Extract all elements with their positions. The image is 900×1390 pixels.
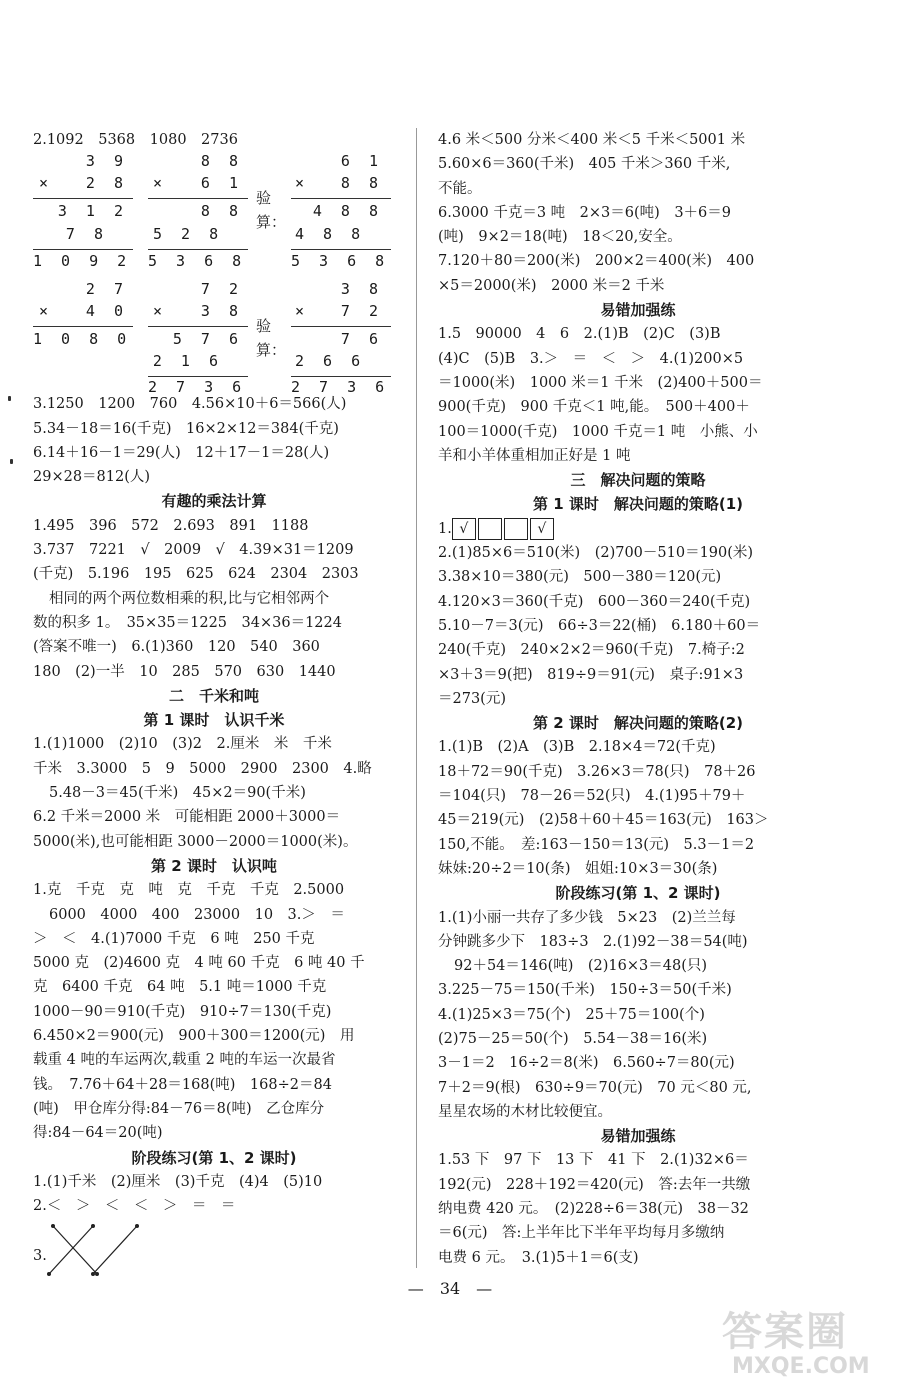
rule-line [148, 249, 248, 250]
page-number-value: 34 [439, 1279, 461, 1298]
multiplier: 3 8 [200, 302, 243, 321]
matching-line [53, 1226, 97, 1274]
times-sign: × [39, 174, 54, 193]
answer-line: 150,不能。 差:163－150＝13(元) 5.3－1＝2 [438, 836, 755, 853]
answer-line: 5.48－3＝45(千米) 45×2＝90(千米) [49, 785, 306, 802]
section-heading: 易错加强练 [600, 301, 676, 320]
matching-line [49, 1226, 93, 1274]
matching-dot [91, 1224, 95, 1228]
multiplicand: 3 9 [85, 152, 128, 171]
times-sign: × [295, 174, 310, 193]
left-column [33, 128, 395, 1288]
section-heading: 第 2 课时 认识吨 [151, 856, 277, 875]
partial-product: 3 1 2 [57, 202, 128, 221]
answer-line: 7＋2＝9(根) 630÷9＝70(元) 70 元＜80 元, [438, 1079, 752, 1096]
answer-line: (2)75－25＝50(个) 5.54－38＝16(米) [438, 1030, 708, 1047]
answer-line: 100＝1000(千克) 1000 千克＝1 吨 小熊、小 [438, 423, 758, 440]
matching-dot [135, 1224, 139, 1228]
rule-line [33, 326, 133, 327]
times-sign: × [153, 174, 168, 193]
multiplicand: 3 8 [340, 280, 383, 299]
answer-line: 妹妹:20÷2＝10(条) 姐姐:10×3＝30(条) [438, 860, 718, 877]
answer-line: 5.10－7＝3(元) 66÷3＝22(桶) 6.180＋60＝ [438, 617, 761, 634]
answer-line: 1.(1)B (2)A (3)B 2.18×4＝72(千克) [438, 739, 716, 756]
product: 5 3 6 8 [291, 252, 390, 271]
multiplier: 8 8 [340, 174, 383, 193]
answer-line: 羊和小羊体重相加正好是 1 吨 [438, 447, 631, 464]
answer-line: 5000(米),也可能相距 3000－2000＝1000(米)。 [33, 833, 358, 850]
answer-line: 纳电费 420 元。 (2)228÷6＝38(元) 38－32 [438, 1201, 749, 1218]
answer-line: 5.34－18＝16(千克) 16×2×12＝384(千克) [33, 420, 339, 437]
answer-line: 6.14＋16－1＝29(人) 12＋17－1＝28(人) [33, 444, 330, 461]
answer-line: 不能。 [438, 180, 482, 197]
partial-product: 2 6 6 [295, 352, 366, 371]
answer-line: 2.＜ ＞ ＜ ＜ ＞ ＝ ＝ [33, 1198, 236, 1215]
answer-line: 180 (2)一半 10 285 570 630 1440 [33, 663, 336, 680]
section-heading: 二 千米和吨 [168, 686, 259, 705]
partial-product: 2 1 6 [152, 352, 223, 371]
answer-box [504, 518, 528, 540]
answer-line: 星星农场的木材比较便宜。 [438, 1103, 612, 1120]
answer-line: ＝1000(米) 1000 米＝1 千米 (2)400＋500＝ [438, 374, 763, 391]
answer-line: 相同的两个两位数相乘的积,比与它相邻两个 [49, 590, 330, 607]
times-sign: × [295, 302, 310, 321]
rule-line [33, 249, 133, 250]
answer-line: 3.1250 1200 760 4.56×10＋6＝566(人) [33, 396, 347, 413]
answer-line: 4.120×3＝360(千克) 600－360＝240(千克) [438, 593, 751, 610]
answer-line: 分钟跳多少下 183÷3 2.(1)92－38＝54(吨) [438, 933, 748, 950]
answer-line: 得:84－64＝20(吨) [33, 1125, 163, 1142]
partial-product: 8 8 [200, 202, 243, 221]
section-heading: 第 1 课时 认识千米 [143, 711, 285, 730]
rule-line [148, 326, 248, 327]
answer-line: ＝104(只) 78－26＝52(只) 4.(1)95＋79＋ [438, 788, 746, 805]
partial-product: 7 6 [340, 330, 383, 349]
partial-product: 4 8 8 [295, 225, 366, 244]
answer-line: (吨) 9×2＝18(吨) 18＜20,安全。 [438, 229, 682, 246]
rule-line [33, 198, 133, 199]
section-heading: 第 1 课时 解决问题的策略(1) [532, 495, 744, 514]
answer-line: 6000 4000 400 23000 10 3.＞ ＝ [49, 906, 345, 923]
section-heading: 阶段练习(第 1、2 课时) [555, 884, 721, 903]
watermark-logo [722, 1310, 892, 1385]
answer-line: (吨) 甲仓库分得:84－76＝8(吨) 乙仓库分 [33, 1100, 325, 1117]
answer-line: ×5＝2000(米) 2000 米＝2 千米 [438, 277, 665, 294]
answer-line: 1.5 90000 4 6 2.(1)B (2)C (3)B [438, 326, 721, 343]
answer-line: 1.克 千克 克 吨 克 千克 千克 2.5000 [33, 882, 345, 899]
answer-line: 2.1092 5368 1080 2736 [33, 132, 238, 148]
product: 1 0 9 2 [33, 252, 132, 271]
multiplier: 2 8 [85, 174, 128, 193]
answer-boxes [452, 518, 556, 540]
answer-line: 1000－90＝910(千克) 910÷7＝130(千克) [33, 1003, 332, 1020]
section-heading: 三 解决问题的策略 [570, 471, 706, 490]
answer-line: 电费 6 元。 3.(1)5＋1＝6(支) [438, 1249, 639, 1266]
section-heading: 第 2 课时 解决问题的策略(2) [532, 714, 744, 733]
answer-line: 3.38×10＝380(元) 500－380＝120(元) [438, 569, 722, 586]
answer-line: 1.(1)千米 (2)厘米 (3)千克 (4)4 (5)10 [33, 1173, 323, 1190]
answer-line: 900(千克) 900 千克＜1 吨,能。 500＋400＋ [438, 399, 750, 416]
rule-line [148, 198, 248, 199]
answer-line: 1.(1)小丽一共存了多少钱 5×23 (2)兰兰每 [438, 909, 736, 926]
watermark-text: 答案圈 [722, 1309, 848, 1355]
answer-line: ＝6(元) 答:上半年比下半年平均每月多缴纳 [438, 1225, 725, 1242]
product: 2 7 3 6 [291, 378, 390, 397]
multiplicand: 2 7 [85, 280, 128, 299]
answer-line: 1.495 396 572 2.693 891 1188 [33, 517, 309, 534]
partial-product: 7 8 [65, 225, 108, 244]
multiplier: 6 1 [200, 174, 243, 193]
rule-line [291, 376, 391, 377]
question-number: 3. [33, 1248, 47, 1265]
answer-line: 6.2 千米＝2000 米 可能相距 2000＋3000＝ [33, 809, 341, 826]
product: 2 7 3 6 [148, 378, 247, 397]
answer-line: 3.737 7221 √ 2009 √ 4.39×31＝1209 [33, 542, 354, 559]
answer-line: 192(元) 228＋192＝420(元) 答:去年一共缴 [438, 1176, 751, 1193]
left-answer-lines [33, 392, 395, 1218]
multiplicand: 7 2 [200, 280, 243, 299]
matching-dot [51, 1224, 55, 1228]
page-number: — 34 — [407, 1279, 493, 1298]
answer-line: 1.(1)1000 (2)10 (3)2 2.厘米 米 千米 [33, 736, 332, 753]
answer-line: 5000 克 (2)4600 克 4 吨 60 千克 6 吨 40 千 [33, 955, 365, 972]
multiplicand: 6 1 [340, 152, 383, 171]
column-divider [416, 128, 417, 1268]
rule-line [148, 376, 248, 377]
answer-line: 3－1＝2 16÷2＝8(米) 6.560÷7＝80(元) [438, 1055, 735, 1072]
answer-line: (4)C (5)B 3.＞ ＝ ＜ ＞ 4.(1)200×5 [438, 350, 744, 367]
answer-line: 18＋72＝90(千克) 3.26×3＝78(只) 78＋26 [438, 763, 756, 780]
question-number: 1. [438, 520, 452, 537]
product: 5 3 6 8 [148, 252, 247, 271]
checkbox-answer-row [438, 517, 838, 541]
answer-line: 6.3000 千克＝3 吨 2×3＝6(吨) 3＋6＝9 [438, 204, 731, 221]
answer-line: 92＋54＝146(吨) (2)16×3＝48(只) [454, 958, 708, 975]
answer-line: 4.(1)25×3＝75(个) 25＋75＝100(个) [438, 1006, 705, 1023]
answer-line: 240(千克) 240×2×2＝960(千克) 7.椅子:2 [438, 642, 745, 659]
answer-line: 克 6400 千克 64 吨 5.1 吨＝1000 千克 [33, 979, 327, 996]
answer-line: 5.60×6＝360(千米) 405 千米＞360 千米, [438, 156, 731, 173]
right-column [438, 128, 838, 1270]
answer-line: ×3＋3＝9(把) 819÷9＝91(元) 桌子:91×3 [438, 666, 744, 683]
answer-line: ＝273(元) [438, 690, 506, 707]
answer-line: 2.(1)85×6＝510(米) (2)700－510＝190(米) [438, 545, 754, 562]
vertical-multiplication-block [33, 152, 395, 397]
partial-product: 4 8 8 [312, 202, 383, 221]
answer-box: √ [530, 518, 554, 540]
rule-line [291, 198, 391, 199]
answer-line: 载重 4 吨的车运两次,载重 2 吨的车运一次最省 [33, 1052, 336, 1069]
product: 1 0 8 0 [33, 330, 132, 349]
multiplier: 4 0 [85, 302, 128, 321]
answer-line: 数的积多 1。 35×35＝1225 34×36＝1224 [33, 614, 342, 631]
answer-line: 3.225－75＝150(千米) 150÷3＝50(千米) [438, 982, 732, 999]
multiplicand: 8 8 [200, 152, 243, 171]
answer-line: 1.53 下 97 下 13 下 41 下 2.(1)32×6＝ [438, 1152, 749, 1169]
watermark-url: MXQE.COM [732, 1354, 870, 1379]
answer-line: (千克) 5.196 195 625 624 2304 2303 [33, 566, 359, 583]
answer-line: 29×28＝812(人) [33, 469, 151, 486]
partial-product: 5 7 6 [172, 330, 243, 349]
answer-box: √ [452, 518, 476, 540]
answer-line: 钱。 7.76＋64＋28＝168(吨) 168÷2＝84 [33, 1076, 332, 1093]
answer-line: 45＝219(元) (2)58＋60＋45＝163(元) 163＞ [438, 812, 769, 829]
section-heading: 易错加强练 [600, 1127, 676, 1146]
partial-product: 5 2 8 [153, 225, 224, 244]
answer-line: 7.120＋80＝200(米) 200×2＝400(米) 400 [438, 253, 755, 270]
answer-line: ＞ ＜ 4.(1)7000 千克 6 吨 250 千克 [33, 930, 315, 947]
answer-box [478, 518, 502, 540]
check-label: 验算： [256, 189, 287, 232]
matching-line [93, 1226, 137, 1274]
section-heading: 阶段练习(第 1、2 课时) [131, 1148, 297, 1167]
rule-line [291, 326, 391, 327]
times-sign: × [39, 302, 54, 321]
check-label: 验算： [256, 317, 287, 360]
answer-line: (答案不唯一) 6.(1)360 120 540 360 [33, 639, 320, 656]
times-sign: × [153, 302, 168, 321]
rule-line [291, 249, 391, 250]
multiplier: 7 2 [340, 302, 383, 321]
answer-line: 4.6 米＜500 分米＜400 米＜5 千米＜5001 米 [438, 132, 746, 148]
answer-line: 千米 3.3000 5 9 5000 2900 2300 4.略 [33, 760, 372, 777]
section-heading: 有趣的乘法计算 [161, 492, 267, 511]
answer-line: 6.450×2＝900(元) 900＋300＝1200(元) 用 [33, 1028, 355, 1045]
